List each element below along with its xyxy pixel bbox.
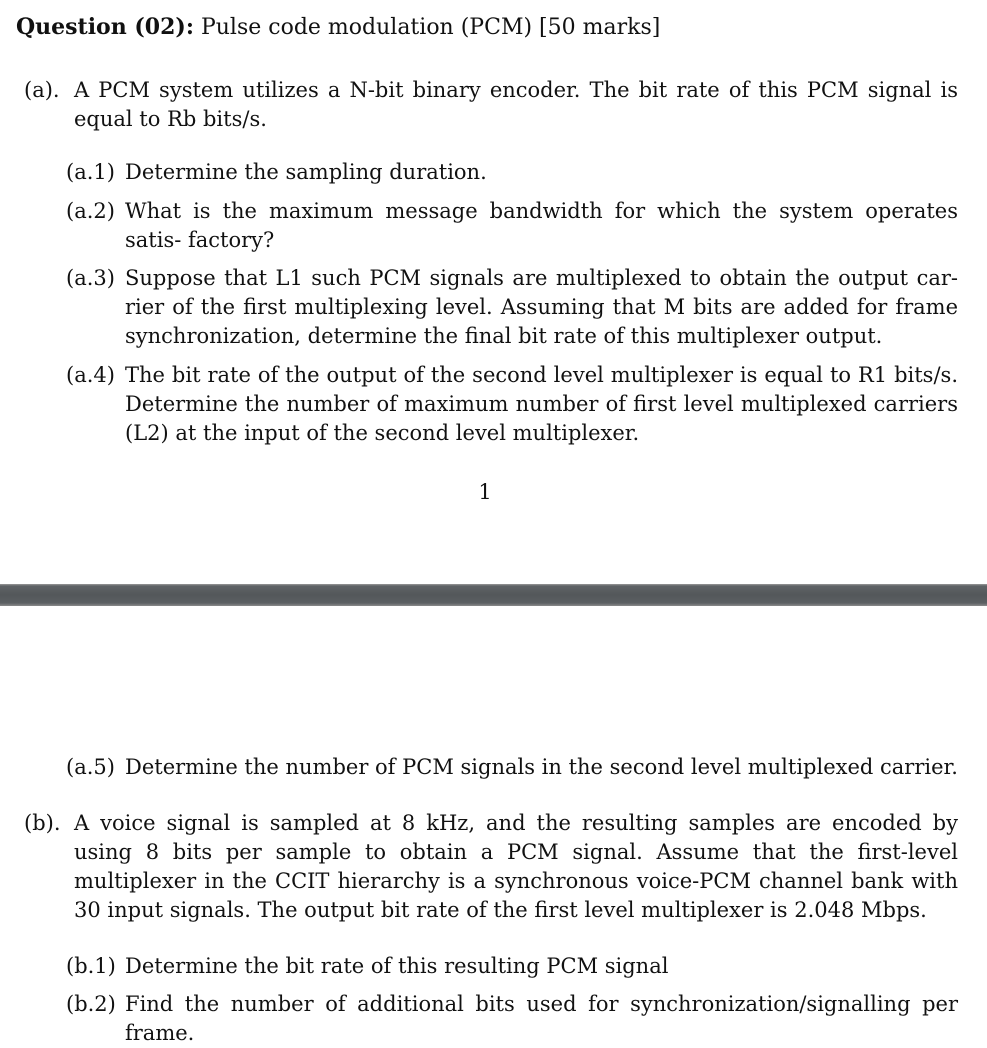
subpart-a3-text: Suppose that L1 such PCM signals are multiplexed to obtain the output car- rier of the first multiplexing level. Assuming that M bits are added for frame synchronization, determine the final bit rate of this multiplexer output. [125, 266, 958, 348]
subpart-b2 [66, 990, 958, 1048]
subpart-a2 [66, 197, 958, 255]
subpart-b1 [66, 952, 958, 981]
subpart-a3 [66, 264, 958, 351]
question-heading [16, 12, 660, 43]
subpart-a5 [66, 753, 958, 782]
part-b-text: A voice signal is sampled at 8 kHz, and the resulting samples are encoded by using 8 bits per sample to obtain a PCM signal. Assume that the first-level multiplexer in the CCIT hierarchy is a synchronous voice-PCM channel bank with 30 input signals. The output bit rate of the first level multiplexer is 2.048 Mbps. [74, 811, 958, 922]
subpart-a2-label: (a.2) [66, 199, 115, 223]
page-number: 1 [478, 480, 492, 504]
subpart-a1-label: (a.1) [66, 160, 115, 184]
part-a-label: (a). [24, 78, 60, 102]
subpart-a3-label: (a.3) [66, 266, 115, 290]
subpart-b2-label: (b.2) [66, 992, 116, 1016]
subpart-a1-text: Determine the sampling duration. [125, 160, 487, 184]
part-a [24, 76, 958, 134]
subpart-a2-text: What is the maximum message bandwidth for which the system operates satis- factory? [125, 199, 958, 252]
subpart-a4-text: The bit rate of the output of the second level multiplexer is equal to R1 bits/s. Determine the number of maximum number of first level multiplexed carriers (L2) at the input of the second level multiplexer. [125, 363, 958, 445]
subpart-b1-label: (b.1) [66, 954, 116, 978]
subpart-a4-label: (a.4) [66, 363, 115, 387]
subpart-b2-text: Find the number of additional bits used for synchronization/signalling per frame. [125, 992, 958, 1045]
question-label: Question (02): [16, 14, 194, 40]
part-b-label: (b). [24, 811, 61, 835]
question-title: Pulse code modulation (PCM) [50 marks] [200, 15, 661, 40]
page-break-bar [0, 584, 987, 606]
document-page-2 [0, 606, 987, 1045]
subpart-a5-text: Determine the number of PCM signals in the second level multiplexed carrier. [125, 755, 958, 779]
part-b [24, 809, 958, 925]
subpart-a1 [66, 158, 958, 187]
part-a-text: A PCM system utilizes a N-bit binary encoder. The bit rate of this PCM signal is equal to Rb bits/s. [74, 78, 958, 131]
subpart-b1-text: Determine the bit rate of this resulting PCM signal [125, 954, 669, 978]
subpart-a5-label: (a.5) [66, 755, 115, 779]
subpart-a4 [66, 361, 958, 448]
